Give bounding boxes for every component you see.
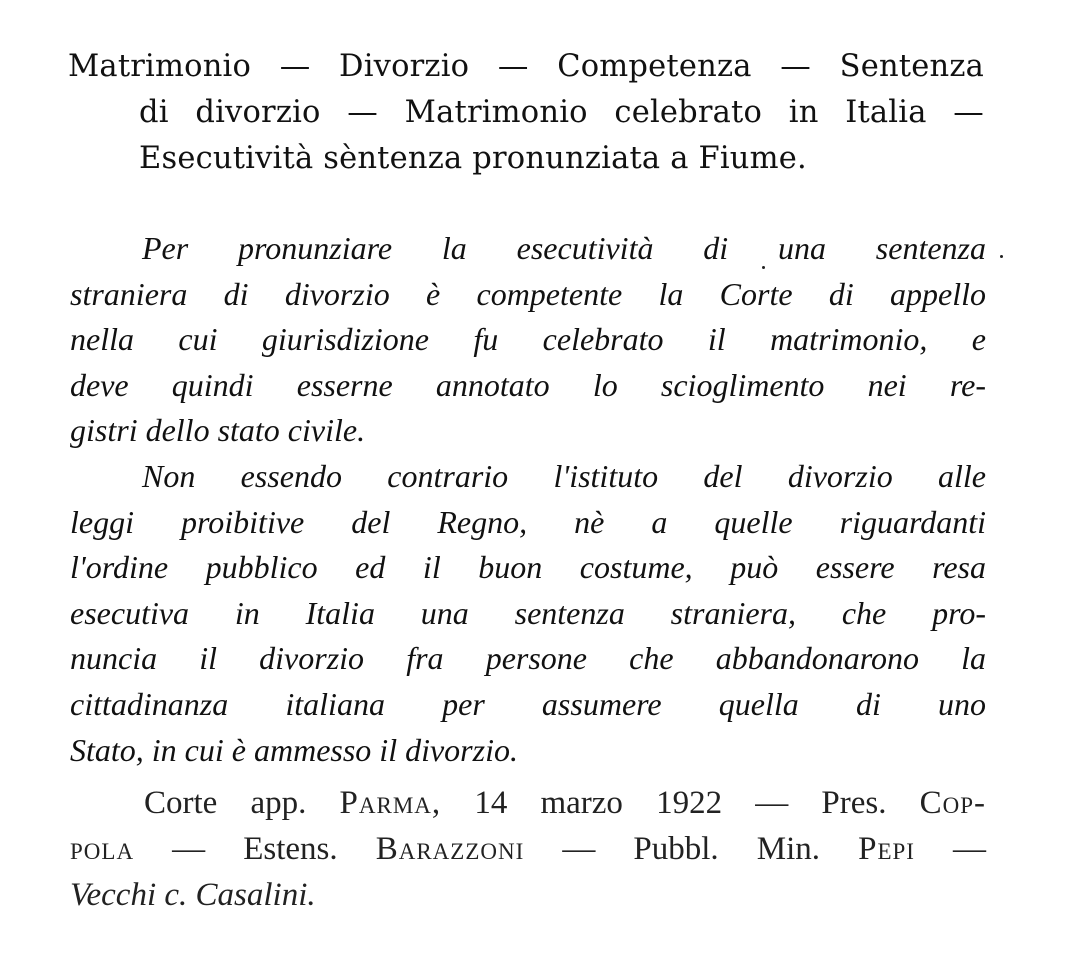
maxim-1-line: Per pronunziare la esecutività di una sentenza <box>142 230 986 266</box>
maxim-2-line: Stato, in cui è ammesso il divorzio. <box>70 731 518 768</box>
print-speck <box>762 266 765 269</box>
maxim-2-line: leggi proibitive del Regno, nè a quelle riguardanti <box>70 503 986 540</box>
maxim-1-line: straniera di divorzio è competente la Corte di appello <box>70 275 986 312</box>
heading-line-1: Matrimonio — Divorzio — Competenza — Sentenza <box>68 49 984 84</box>
maxim-2-line: Non essendo contrario l'istituto del divorzio alle <box>142 457 986 494</box>
maxim-1-line: deve quindi esserne annotato lo scioglimento nei re- <box>70 366 986 403</box>
citation-dash: — <box>953 831 987 867</box>
decision-date: 14 marzo 1922 — Pres. <box>474 785 887 821</box>
heading-line-2: di divorzio — Matrimonio celebrato in Italia — <box>139 95 984 130</box>
maxims-text <box>70 226 986 773</box>
maxim-2-line: nuncia il divorzio fra persone che abbandonarono la <box>70 640 986 677</box>
rapporteur-label: — Estens. <box>172 831 338 867</box>
maxim-1-line: gistri dello stato civile. <box>70 412 366 449</box>
maxim-2-line: l'ordine pubblico ed il buon costume, può essere resa <box>70 549 986 586</box>
maxim-1-line: nella cui giurisdizione fu celebrato il matrimonio, e <box>70 321 986 358</box>
citation-line-2 <box>70 826 986 872</box>
prosecutor-label: — Pubbl. Min. <box>562 831 821 867</box>
maxim-paragraph-2 <box>70 454 986 773</box>
president-name-start: Cop- <box>919 785 987 821</box>
parties-line: Vecchi c. Casalini. <box>70 877 316 913</box>
president-name-end: pola <box>70 831 135 867</box>
heading-line-3: Esecutività sèntenza pronunziata a Fiume. <box>139 141 807 176</box>
court-name: Corte app. <box>144 785 307 821</box>
prosecutor-name: Pepi <box>858 831 915 867</box>
maxim-2-line: cittadinanza italiana per assumere quella di uno <box>70 685 986 722</box>
case-heading <box>68 44 984 182</box>
citation-line-1 <box>70 780 986 826</box>
rapporteur-name: Barazzoni <box>375 831 525 867</box>
print-speck <box>1000 255 1003 258</box>
maxim-2-line: esecutiva in Italia una sentenza straniera, che pro- <box>70 594 986 631</box>
court-place: Parma, <box>339 785 442 821</box>
court-citation <box>70 780 986 918</box>
maxim-paragraph-1 <box>70 226 986 454</box>
